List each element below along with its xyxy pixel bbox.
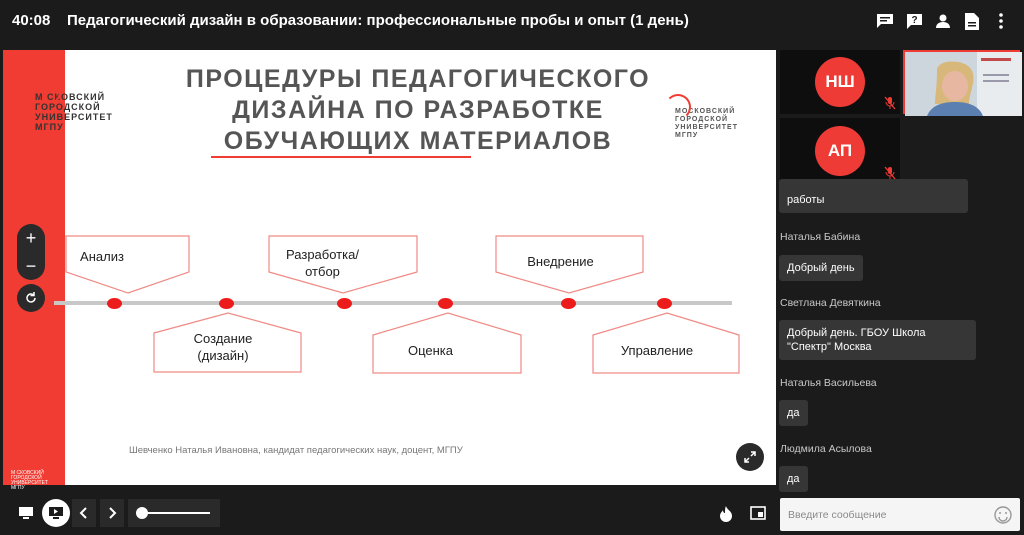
progress-knob[interactable] bbox=[136, 507, 148, 519]
logo-line: ГОРОДСКОЙ bbox=[11, 475, 42, 481]
slide-progress-slider[interactable] bbox=[128, 499, 220, 527]
presentation-icon bbox=[48, 506, 64, 520]
chat-message: Добрый день. ГБОУ Школа "Спектр" Москва bbox=[779, 320, 976, 360]
fullscreen-button[interactable] bbox=[736, 443, 764, 471]
top-bar bbox=[0, 0, 1024, 44]
avatar: АП bbox=[815, 126, 865, 176]
zoom-in-button[interactable]: + bbox=[25, 227, 37, 248]
emoji-icon bbox=[994, 506, 1012, 524]
participants-icon[interactable] bbox=[934, 12, 952, 30]
fire-icon bbox=[719, 505, 733, 521]
chat-icon[interactable] bbox=[876, 12, 894, 30]
timeline-dot bbox=[657, 298, 672, 309]
process-diagram bbox=[3, 50, 776, 485]
next-icon bbox=[107, 507, 117, 519]
document-icon[interactable] bbox=[963, 12, 981, 30]
emoji-button[interactable] bbox=[994, 506, 1012, 524]
timeline-bar bbox=[54, 301, 732, 305]
expand-icon bbox=[744, 451, 756, 463]
screen-icon bbox=[18, 506, 34, 520]
timeline-dot bbox=[219, 298, 234, 309]
svg-text:?: ? bbox=[910, 14, 918, 26]
more-icon[interactable] bbox=[992, 12, 1010, 30]
zoom-out-button[interactable]: − bbox=[25, 255, 37, 276]
progress-track bbox=[140, 512, 210, 514]
chat-author: Наталья Бабина bbox=[780, 231, 861, 243]
logo-line: МГПУ bbox=[675, 132, 699, 139]
small-university-logo bbox=[11, 471, 48, 491]
speaker-video[interactable] bbox=[903, 50, 1020, 114]
layout-icon bbox=[750, 506, 766, 520]
mic-muted-icon bbox=[883, 96, 897, 110]
logo-line: МГПУ bbox=[35, 122, 64, 132]
session-timer: 40:08 bbox=[12, 12, 51, 29]
slide-credit: Шевченко Наталья Ивановна, кандидат педагогических наук, доцент, МГПУ bbox=[129, 445, 463, 456]
stage-label-management: Управление bbox=[620, 343, 694, 358]
next-slide-button[interactable] bbox=[100, 499, 124, 527]
speaker-video-image bbox=[905, 52, 1022, 116]
logo-line: М СКОВСКИЙ bbox=[11, 470, 44, 476]
zoom-reset-button[interactable] bbox=[17, 284, 45, 312]
screen-share-button[interactable] bbox=[12, 499, 40, 527]
participant-tile[interactable] bbox=[780, 118, 900, 184]
participant-tile[interactable] bbox=[780, 50, 900, 114]
presentation-button[interactable] bbox=[42, 499, 70, 527]
stage-label-development: Разработка/ отбор bbox=[286, 247, 359, 279]
slide-title-line: ОБУЧАЮЩИХ МАТЕРИАЛОВ bbox=[223, 127, 613, 155]
chat-message: да bbox=[779, 466, 808, 492]
prev-slide-button[interactable] bbox=[72, 499, 96, 527]
logo-line: ГОРОДСКОЙ bbox=[675, 116, 729, 123]
timeline-dot bbox=[561, 298, 576, 309]
presentation-slide bbox=[3, 50, 776, 491]
session-title: Педагогический дизайн в образовании: профессиональные пробы и опыт (1 день) bbox=[67, 12, 689, 29]
logo-line: УНИВЕРСИТЕТ bbox=[675, 124, 738, 131]
chat-message-input[interactable] bbox=[780, 498, 1020, 531]
zoom-controls bbox=[17, 224, 45, 280]
avatar: НШ bbox=[815, 57, 865, 107]
stage-label-creation: Создание (дизайн) bbox=[193, 331, 253, 363]
prev-icon bbox=[79, 507, 89, 519]
chat-message: Добрый день bbox=[779, 255, 863, 281]
timeline-dot bbox=[337, 298, 352, 309]
logo-line: МОСКОВСКИЙ bbox=[675, 108, 736, 115]
stage-label-evaluation: Оценка bbox=[407, 343, 454, 358]
slide-title-line: ДИЗАЙНА ПО РАЗРАБОТКЕ bbox=[232, 96, 604, 124]
layout-button[interactable] bbox=[744, 499, 772, 527]
chat-author: Светлана Девяткина bbox=[780, 297, 881, 309]
chat-message: работы bbox=[779, 179, 968, 213]
help-icon[interactable] bbox=[905, 12, 923, 30]
timeline-dot bbox=[438, 298, 453, 309]
chat-panel bbox=[776, 185, 1024, 495]
stage-label-implementation: Внедрение bbox=[527, 254, 594, 269]
reaction-button[interactable] bbox=[712, 499, 740, 527]
timeline-dot bbox=[107, 298, 122, 309]
logo-line: УНИВЕРСИТЕТ bbox=[35, 112, 113, 122]
logo-line: М СКОВСКИЙ bbox=[35, 92, 106, 102]
logo-line: ГОРОДСКОЙ bbox=[35, 102, 101, 112]
chat-author: Наталья Васильева bbox=[780, 377, 877, 389]
mic-muted-icon bbox=[883, 166, 897, 180]
logo-line: МГПУ bbox=[11, 485, 25, 491]
chat-author: Людмила Асылова bbox=[780, 443, 872, 455]
stage-label-analysis: Анализ bbox=[80, 249, 124, 264]
reset-icon bbox=[24, 291, 38, 305]
logo-line: УНИВЕРСИТЕТ bbox=[11, 480, 48, 486]
top-actions bbox=[876, 12, 1010, 30]
chat-message: да bbox=[779, 400, 808, 426]
slide-title-line: ПРОЦЕДУРЫ ПЕДАГОГИЧЕСКОГО bbox=[185, 65, 651, 93]
